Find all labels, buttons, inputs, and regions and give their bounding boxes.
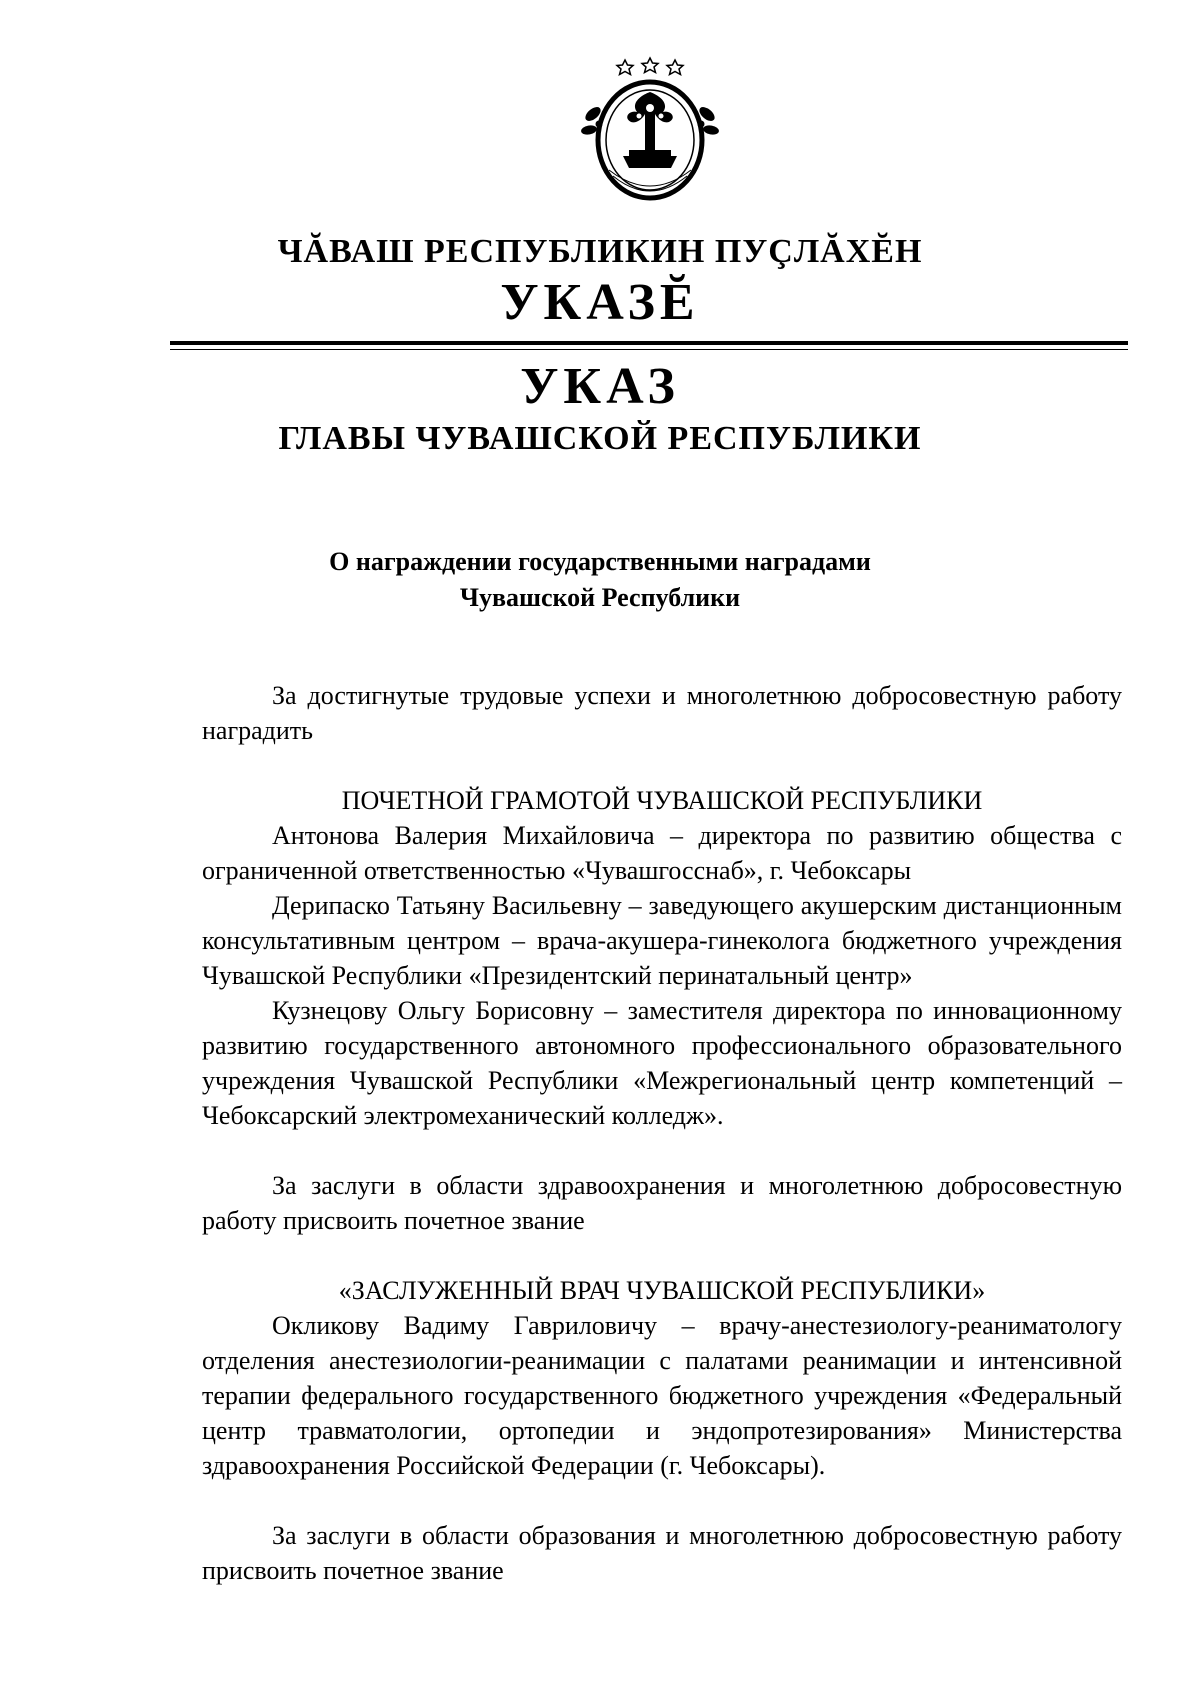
russian-header-title: ГЛАВЫ ЧУВАШСКОЙ РЕСПУБЛИКИ [278, 420, 922, 457]
russian-ukaz-heading: УКАЗ [520, 358, 680, 415]
chuvash-header-title: ЧĂВАШ РЕСПУБЛИКИН ПУÇЛĂХĔН [277, 233, 923, 270]
header-rule-thin [170, 349, 1128, 350]
chuvash-republic-coat-of-arms-icon [579, 52, 721, 210]
paragraph-intro-1: За достигнутые трудовые успехи и многолетнюю добросовестную работу наградить [202, 681, 1122, 745]
decree-body [202, 678, 1122, 1588]
decree-subject-line-2: Чувашской Республики [459, 583, 741, 612]
decree-subject-line-1: О награждении государственными наградами [329, 547, 871, 576]
paragraph-intro-2: За заслуги в области здравоохранения и многолетнюю добросовестную работу присвоить почетное звание [202, 1171, 1122, 1235]
award-heading-1: ПОЧЕТНОЙ ГРАМОТОЙ ЧУВАШСКОЙ РЕСПУБЛИКИ [341, 786, 983, 815]
awardee-paragraph-2: Дерипаско Татьяну Васильевну – заведующего акушерским дистанционным консультативным центром – врача-акушера-гинеколога бюджетного учреждения Чувашской Республики «Президентский перинатальный центр» [202, 891, 1122, 990]
awardee-paragraph-1: Антонова Валерия Михайловича – директора по развитию общества с ограниченной ответственностью «Чувашгосснаб», г. Чебоксары [202, 821, 1122, 885]
awardee-paragraph-4: Окликову Вадиму Гавриловичу – врачу-анестезиологу-реаниматологу отделения анестезиологии-реанимации с палатами реанимации и интенсивной терапии федерального государственного бюджетного учреждения «Федеральный центр травматологии, ортопедии и эндопротезирования» Министерства здравоохранения Российской Федерации (г. Чебоксары). [202, 1311, 1122, 1480]
award-heading-2: «ЗАСЛУЖЕННЫЙ ВРАЧ ЧУВАШСКОЙ РЕСПУБЛИКИ» [338, 1276, 986, 1305]
paragraph-intro-3: За заслуги в области образования и многолетнюю добросовестную работу присвоить почетное звание [202, 1521, 1122, 1585]
decree-subject [0, 544, 1200, 616]
chuvash-ukaz-heading: УКАЗĔ [500, 274, 700, 331]
header-rule-thick [170, 341, 1128, 345]
awardee-paragraph-3: Кузнецову Ольгу Борисовну – заместителя директора по инновационному развитию государственного автономного профессионального образовательного учреждения Чувашской Республики «Межрегиональный центр компетенций – Чебоксарский электромеханический колледж». [202, 996, 1122, 1130]
